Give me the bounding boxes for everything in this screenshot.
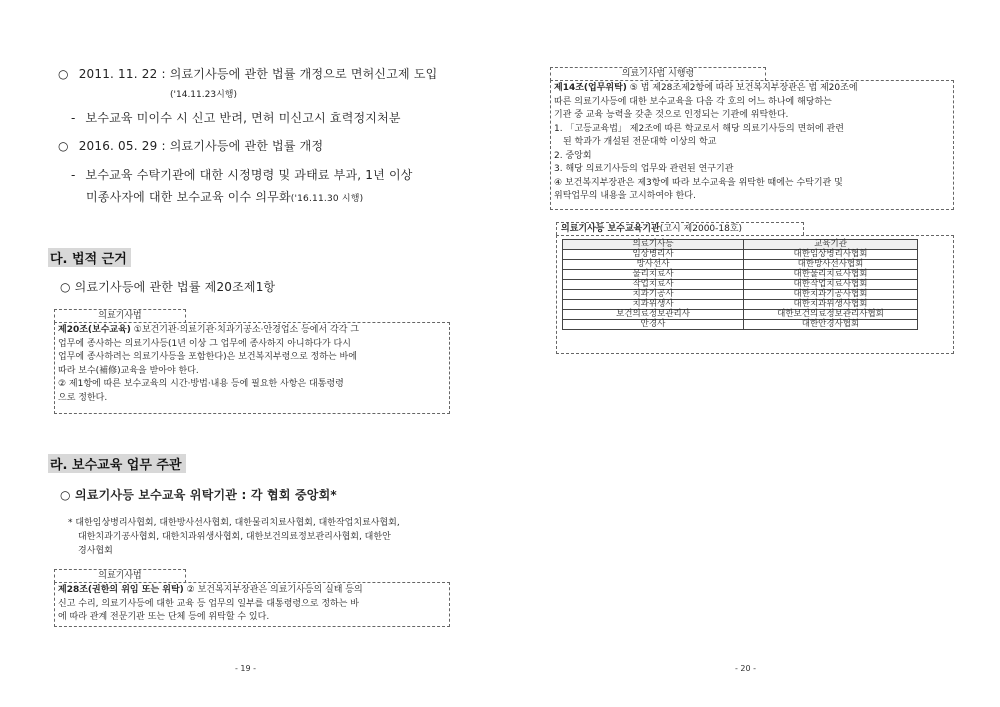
law-line: 제20조(보수교육) ①보건기관·의료기관·치과기공소·안경업소 등에서 각각 그 xyxy=(58,325,359,335)
management-item: ○ 의료기사등 보수교육 위탁기관 : 각 협회 중앙회* xyxy=(60,488,337,502)
law-box-article-14 xyxy=(550,80,954,210)
education-institution-table xyxy=(562,239,918,330)
table-cell: 방사선사 xyxy=(563,260,744,270)
table-row xyxy=(563,310,918,320)
history-item-dash-2-line2: 미종사자에 대한 보수교육 이수 의무화('16.11.30 시행) xyxy=(86,190,364,204)
law-line: 된 학과가 개설된 전문대학 이상의 학교 xyxy=(563,137,717,147)
law-line: 제28조(권한의 위임 또는 위탁) ② 보건복지부장관은 의료기사등의 실태 등의 xyxy=(58,585,363,595)
law-line: 으로 정한다. xyxy=(58,392,108,403)
table-cell: 대한물리치료사협회 xyxy=(744,270,918,280)
law-line: 3. 해당 의료기사등의 업무와 관련된 연구기관 xyxy=(554,164,734,174)
table-label: 의료기사등 보수교육기관(고시 제2000-18호) xyxy=(556,222,804,235)
table-cell: 안경사 xyxy=(563,320,744,330)
law-line: ② 제1항에 따른 보수교육의 시간·방법·내용 등에 필요한 사항은 대통령령 xyxy=(58,379,344,389)
law-line: 에 따라 관계 전문기관 또는 단체 등에 위탁할 수 있다. xyxy=(58,612,270,622)
table-cell: 대한보건의료정보관리사협회 xyxy=(744,310,918,320)
table-cell: 물리치료사 xyxy=(563,270,744,280)
table-header-row xyxy=(563,240,918,250)
law-line: 업무에 종사하려는 의료기사등을 포함한다)은 보건복지부령으로 정하는 바에 xyxy=(58,352,357,362)
section-heading-management: 라. 보수교육 업무 주관 xyxy=(48,454,186,473)
table-header-cell: 의료기사등 xyxy=(563,240,744,250)
law-label-medical-technician-act: 의료기사법 xyxy=(54,309,186,323)
law-line: 따른 의료기사등에 대한 보수교육을 다음 각 호의 어느 하나에 해당하는 xyxy=(554,96,832,107)
law-box-article-20 xyxy=(54,322,450,414)
table-cell: 작업치료사 xyxy=(563,280,744,290)
education-institution-box xyxy=(556,235,954,354)
history-item-2016: ○ 2016. 05. 29 : 의료기사등에 관한 법률 개정 xyxy=(58,139,324,153)
legal-basis-item: ○ 의료기사등에 관한 법률 제20조제1항 xyxy=(60,280,276,294)
association-note: * 대한임상병리사협회, 대한방사선사협회, 대한물리치료사협회, 대한작업치료사협회, 대한치과기공사협회, 대한치과위생사협회, 대한보건의료정보관리사협회, 대한안 경사협회 xyxy=(68,518,400,556)
law-line: 제14조(업무위탁) ⑤ 법 제28조제2항에 따라 보건복지부장관은 법 제20조에 xyxy=(554,83,858,93)
section-heading-legal-basis: 다. 법적 근거 xyxy=(48,248,131,267)
table-cell: 대한안경사협회 xyxy=(744,320,918,330)
table-cell: 대한치과기공사협회 xyxy=(744,290,918,300)
table-header-cell: 교육기관 xyxy=(744,240,918,250)
law-line: 2. 중앙회 xyxy=(554,150,592,161)
law-line: 따라 보수(補修)교육을 받아야 한다. xyxy=(58,365,199,376)
table-row xyxy=(563,320,918,330)
law-line: 기관 중 교육 능력을 갖춘 것으로 인정되는 기관에 위탁한다. xyxy=(554,110,789,120)
table-cell: 대한방사선사협회 xyxy=(744,260,918,270)
law-line: 업무에 종사하는 의료기사등(1년 이상 그 업무에 종사하지 아니하다가 다시 xyxy=(58,338,351,349)
page-number: - 19 - xyxy=(235,664,257,673)
table-cell: 보건의료정보관리사 xyxy=(563,310,744,320)
history-item-2011: ○ 2011. 11. 22 : 의료기사등에 관한 법률 개정으로 면허신고제 도입 xyxy=(58,67,438,81)
page-number: - 20 - xyxy=(735,664,757,673)
table-cell: 치과기공사 xyxy=(563,290,744,300)
history-item-dash-2: - 보수교육 수탁기관에 대한 시정명령 및 과태료 부과, 1년 이상 xyxy=(71,168,413,182)
law-line: 신고 수리, 의료기사등에 대한 교육 등 업무의 일부를 대통령령으로 정하는 바 xyxy=(58,598,359,609)
law-box-article-28 xyxy=(54,582,450,627)
history-item-2011-sub: ('14.11.23시행) xyxy=(170,90,237,100)
law-line: ④ 보건복지부장관은 제3항에 따라 보수교육을 위탁한 때에는 수탁기관 및 xyxy=(554,177,843,188)
table-row xyxy=(563,290,918,300)
law-label-medical-technician-act-2: 의료기사법 xyxy=(54,569,186,583)
law-line: 위탁업무의 내용을 고시하여야 한다. xyxy=(554,191,696,201)
table-row xyxy=(563,300,918,310)
table-row xyxy=(563,280,918,290)
history-item-dash-1: - 보수교육 미이수 시 신고 반려, 면허 미신고시 효력정지처분 xyxy=(71,111,401,125)
table-cell: 대한작업치료사협회 xyxy=(744,280,918,290)
table-cell: 치과위생사 xyxy=(563,300,744,310)
table-row xyxy=(563,270,918,280)
table-cell: 대한임상병리사협회 xyxy=(744,250,918,260)
law-line: 1. 「고등교육법」 제2조에 따른 학교로서 해당 의료기사등의 면허에 관련 xyxy=(554,123,844,134)
table-cell: 대한치과위생사협회 xyxy=(744,300,918,310)
right-page xyxy=(500,0,1000,707)
table-row xyxy=(563,260,918,270)
law-label-enforcement-decree: 의료기사법 시행령 xyxy=(550,67,766,81)
table-cell: 임상병리사 xyxy=(563,250,744,260)
table-row xyxy=(563,250,918,260)
